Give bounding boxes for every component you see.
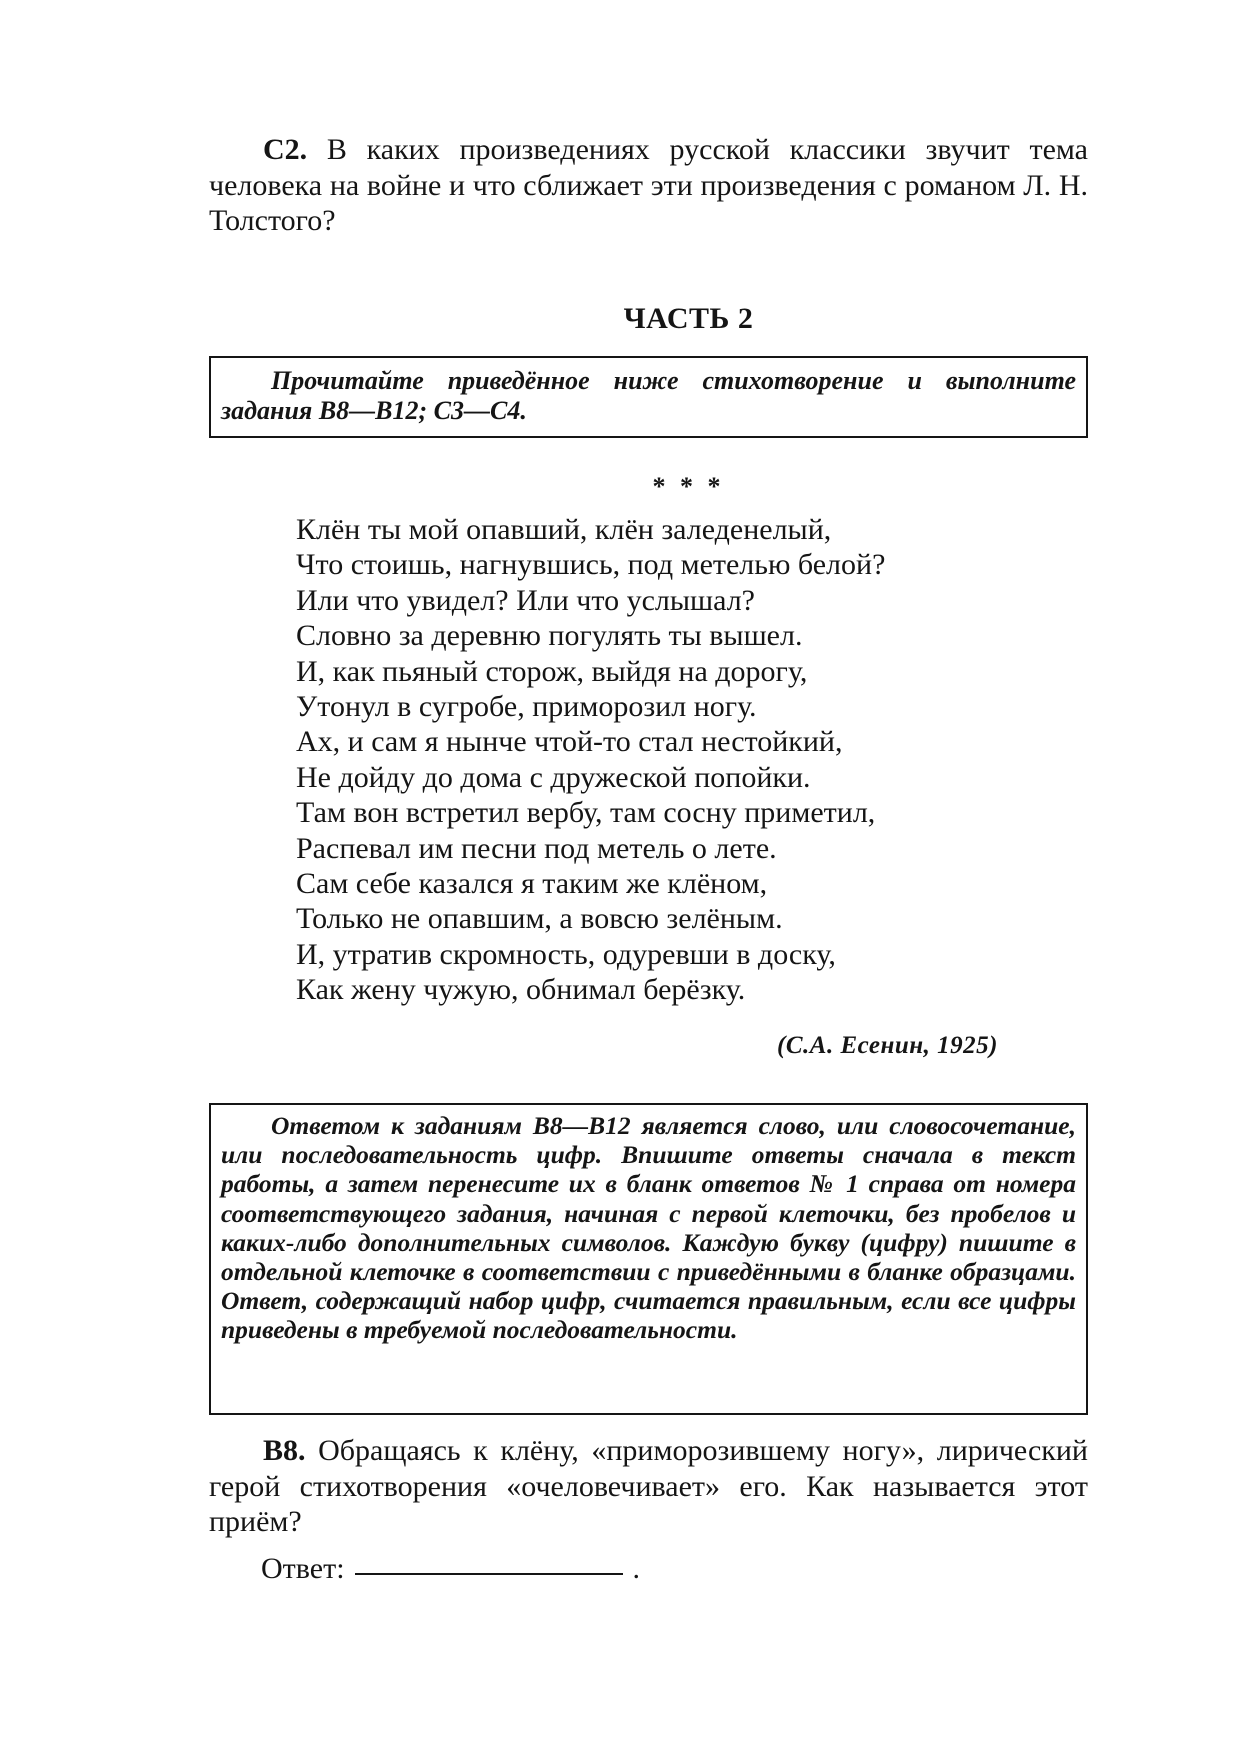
question-b8 xyxy=(209,1433,1088,1540)
poem-line: Сам себе казался я таким же клёном, xyxy=(296,867,768,901)
question-c2 xyxy=(209,132,1088,239)
poem-line: И, как пьяный сторож, выйдя на дорогу, xyxy=(296,654,808,688)
question-c2-text: В каких произведениях русской классики звучит тема человека на войне и что сближает эти произведения с романом Л. Н. Толстого? xyxy=(209,133,1089,237)
answer-label: Ответ: xyxy=(261,1552,345,1585)
poem-line: Словно за деревню погулять ты вышел. xyxy=(296,619,803,653)
poem-line: И, утратив скромность, одуревши в доску, xyxy=(296,937,836,971)
answer-row xyxy=(261,1551,640,1586)
exam-page xyxy=(209,0,1088,1754)
poem-line: Не дойду до дома с дружеской попойки. xyxy=(296,760,811,794)
answer-end: . xyxy=(632,1552,641,1585)
question-b8-number: В8. xyxy=(263,1434,306,1467)
question-c2-number: С2. xyxy=(263,133,308,166)
poem-line: Только не опавшим, а вовсю зелёным. xyxy=(296,902,783,936)
instruction-poem-text: Прочитайте приведённое ниже стихотворение и выполните задания В8—В12; С3—С4. xyxy=(221,366,1076,425)
part-title: ЧАСТЬ 2 xyxy=(623,302,754,335)
poem-line: Распевал им песни под метель о лете. xyxy=(296,831,777,865)
poem-line: Что стоишь, нагнувшись, под метелью белой? xyxy=(296,548,886,582)
poem-line: Клён ты мой опавший, клён заледенелый, xyxy=(296,513,832,546)
poem-line: Там вон встретил вербу, там сосну приметил, xyxy=(296,796,876,830)
poem-separator: * * * xyxy=(652,472,725,501)
instruction-box-answers xyxy=(209,1103,1088,1415)
question-b8-text: Обращаясь к клёну, «приморозившему ногу», лирический герой стихотворения «очеловечивает» его. Как называется этот приём? xyxy=(209,1434,1088,1538)
poem-line: Утонул в сугробе, приморозил ногу. xyxy=(296,690,757,724)
poem-line: Ах, и сам я нынче чтой-то стал нестойкий, xyxy=(296,725,843,759)
answer-blank-line[interactable] xyxy=(355,1573,623,1575)
instruction-box-poem xyxy=(209,356,1088,438)
poem-line: Или что увидел? Или что услышал? xyxy=(296,583,755,617)
poem-line: Как жену чужую, обнимал берёзку. xyxy=(296,973,746,1007)
poem-lines xyxy=(296,512,1086,1008)
poem-attribution: (С.А. Есенин, 1925) xyxy=(777,1032,998,1059)
instruction-answers-text: Ответом к заданиям В8—В12 является слово, или словосочетание, или последовательность цифр. Впишите ответы сначала в текст работы, а затем перенесите их в бланк ответов № 1 справа от номера соответствующего задания, начиная с первой клеточки, без пробелов и каких-либо дополнительных символов. Каждую букву (цифру) пишите в отдельной клеточке в соответствии с приведёнными в бланке образцами. Ответ, содержащий набор цифр, считается правильным, если все цифры приведены в требуемой последовательности. xyxy=(221,1111,1076,1345)
